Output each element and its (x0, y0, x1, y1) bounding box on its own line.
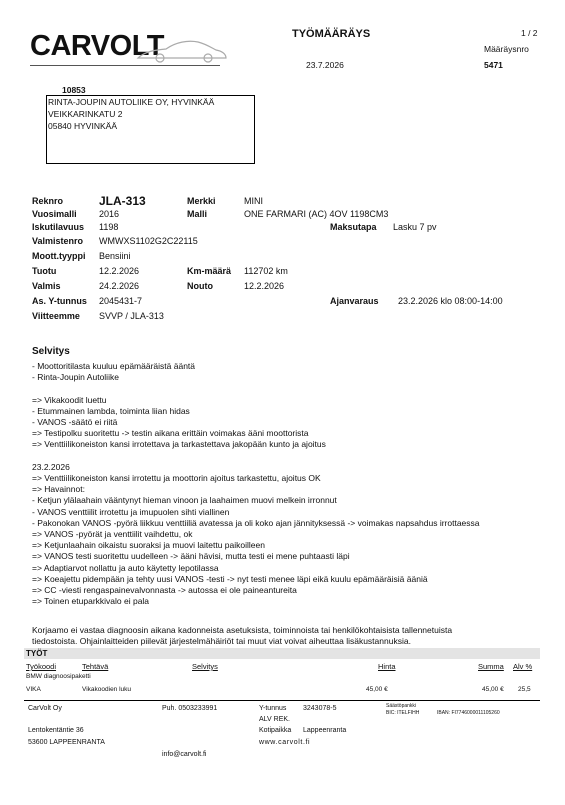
row-code: VIKA (26, 686, 41, 693)
valmis-value: 24.2.2026 (99, 281, 140, 291)
vuosimalli-value: 2016 (99, 209, 120, 219)
selvitys-text (32, 361, 480, 607)
ajanvaraus-value: 23.2.2026 klo 08:00-14:00 (398, 296, 503, 306)
col-summa: Summa (478, 662, 504, 671)
tuotu-label: Tuotu (32, 266, 57, 276)
selvitys-line: => Vikakoodit luettu (32, 394, 107, 405)
footer-city: 53600 LAPPEENRANTA (28, 739, 105, 746)
malli-label: Malli (187, 209, 208, 219)
col-alv: Alv % (513, 662, 533, 671)
selvitys-heading: Selvitys (32, 346, 70, 357)
customer-street: VEIKKARINKATU 2 (48, 109, 123, 119)
row-vat: 25,5 (518, 686, 531, 693)
col-selvitys: Selvitys (192, 662, 218, 671)
viitteemme-value: SVVP / JLA-313 (99, 311, 164, 321)
customer-name: RINTA-JOUPIN AUTOLIIKE OY, HYVINKÄÄ (48, 97, 215, 107)
selvitys-line (32, 383, 480, 394)
footer-street: Lentokentäntie 36 (28, 727, 84, 734)
nouto-value: 12.2.2026 (244, 281, 285, 291)
selvitys-line: => Adaptiarvot nollattu ja auto käytetty lepotilassa (32, 562, 219, 573)
tuotu-value: 12.2.2026 (99, 266, 140, 276)
valmis-label: Valmis (32, 281, 61, 291)
order-no-label: Määräysnro (484, 44, 529, 54)
document-date: 23.7.2026 (306, 60, 344, 70)
valmistenro-label: Valmistenro (32, 236, 84, 246)
col-tehtava: Tehtävä (82, 662, 109, 671)
footer-phone: Puh. 0503233991 (162, 705, 218, 712)
selvitys-line: => Testipolku suoritettu -> testin aikana erittäin voimakas ääni moottorista (32, 428, 309, 439)
selvitys-line: => Koeajettu pidempään ja tehty uusi VANOS -testi -> nyt testi menee läpi eikä kuulu epämääräisiä ääniä (32, 573, 428, 584)
selvitys-line: => Venttiilikoneiston kansi irrotettu ja moottorin ajoitus tarkastettu, ajoitus OK (32, 473, 321, 484)
footer-web[interactable]: www.carvolt.fi (259, 739, 311, 746)
col-tyokoodi: Työkoodi (26, 662, 57, 671)
footer-ytunnus: 3243078-5 (303, 705, 337, 712)
footer-company: CarVolt Oy (28, 705, 62, 712)
row-sum: 45,00 € (482, 686, 504, 693)
selvitys-line: => VANOS -pyörät ja venttiilit vaihdettu, ok (32, 529, 193, 540)
order-no: 5471 (484, 60, 503, 70)
ytunnus-value: 2045431-7 (99, 296, 143, 306)
selvitys-line: - Etummainen lambda, toiminta liian hidas (32, 405, 190, 416)
maksutapa-label: Maksutapa (330, 222, 377, 232)
company-logo: CARVOLT (30, 30, 164, 62)
footer-email[interactable]: info@carvolt.fi (162, 751, 207, 758)
logo-underline (30, 65, 220, 66)
selvitys-line: - Ketjun ylälaahain vääntynyt hieman vinoon ja laahaimen muovi melkein irronnut (32, 495, 337, 506)
selvitys-line: => CC -viesti rengaspainevalvonnasta -> autossa ei ole paineantureita (32, 585, 297, 596)
valmistenro-value: WMWXS1102G2C22115 (99, 236, 198, 246)
selvitys-line (32, 451, 480, 462)
selvitys-line: => Venttiilikoneiston kansi irrotettava ja tarkastettava jakopään kunto ja ajoitus (32, 439, 326, 450)
disclaimer-line-1: Korjaamo ei vastaa diagnoosin aikana kadonneista asetuksista, toiminnoista tai henkilökohtaisista tallennetuista (32, 625, 453, 635)
ajanvaraus-label: Ajanvaraus (330, 296, 379, 306)
footer-iban: IBAN: FI7746000011105260 (437, 710, 500, 716)
selvitys-line: - Rinta-Joupin Autoliike (32, 372, 119, 383)
tyot-header-bar (24, 648, 540, 659)
selvitys-line: 23.2.2026 (32, 461, 70, 472)
viitteemme-label: Viitteemme (32, 311, 80, 321)
selvitys-line: => Toinen etuparkkivalo ei pala (32, 596, 150, 607)
footer-bank: Säästöpankki (386, 703, 417, 709)
vuosimalli-label: Vuosimalli (32, 209, 77, 219)
selvitys-line: => Ketjunlaahain oikaistu suoraksi ja muovi laitettu paikoilleen (32, 540, 265, 551)
footer-kotipaikka-label: Kotipaikka (259, 727, 292, 734)
disclaimer-line-2: tiedostoista. Ohjainlaitteiden piilevät järjestelmähäiriöt tai muut viat voivat aiheuttaa lisäkustannuksia. (32, 636, 411, 646)
customer-number: 10853 (62, 85, 86, 95)
selvitys-line: - Moottoritilasta kuuluu epämääräistä ääntä (32, 361, 196, 371)
maksutapa-value: Lasku 7 pv (393, 222, 437, 232)
row-task: Vikakoodien luku (82, 686, 132, 693)
ytunnus-label: As. Y-tunnus (32, 296, 87, 306)
moottyyppi-label: Moott.tyyppi (32, 251, 86, 261)
footer-ytunnus-label: Y-tunnus (259, 705, 287, 712)
selvitys-line: => VANOS testi suoritettu uudelleen -> ääni hävisi, mutta testi ei mene puhtaasti läpi (32, 551, 350, 562)
selvitys-line: - Pakonokan VANOS -pyörä liikkuu venttiiliä avatessa ja oli koko ajan jännityksessä -> voimakas napsahdus irrottaessa (32, 517, 480, 528)
merkki-label: Merkki (187, 196, 216, 206)
iskutilavuus-label: Iskutilavuus (32, 222, 85, 232)
selvitys-line: - VANOS venttiilit irrotettu ja imupuolen sihti viallinen (32, 506, 230, 517)
reknro-label: Reknro (32, 196, 64, 206)
footer-kotipaikka: Lappeenranta (303, 727, 347, 734)
reknro-value: JLA-313 (99, 194, 146, 208)
customer-city: 05840 HYVINKÄÄ (48, 121, 117, 131)
col-hinta: Hinta (378, 662, 396, 671)
page-number: 1 / 2 (521, 28, 538, 38)
footer-bic: BIC: ITELFIHH (386, 710, 420, 716)
kmmaara-value: 112702 km (244, 266, 288, 276)
footer-alv: ALV REK. (259, 716, 290, 723)
row-price: 45,00 € (366, 686, 388, 693)
nouto-label: Nouto (187, 281, 213, 291)
footer-divider (24, 700, 540, 701)
document-title: TYÖMÄÄRÄYS (292, 28, 371, 40)
car-icon (136, 36, 228, 64)
kmmaara-label: Km-määrä (187, 266, 232, 276)
tyot-heading: TYÖT (26, 649, 48, 658)
tyot-group: BMW diagnoosipaketti (26, 673, 91, 680)
iskutilavuus-value: 1198 (99, 222, 119, 232)
malli-value: ONE FARMARI (AC) 4OV 1198CM3 (244, 209, 389, 219)
selvitys-line: => Havainnot: (32, 484, 85, 495)
moottyyppi-value: Bensiini (99, 251, 131, 261)
selvitys-line: - VANOS -säätö ei riitä (32, 417, 118, 428)
merkki-value: MINI (244, 196, 263, 206)
